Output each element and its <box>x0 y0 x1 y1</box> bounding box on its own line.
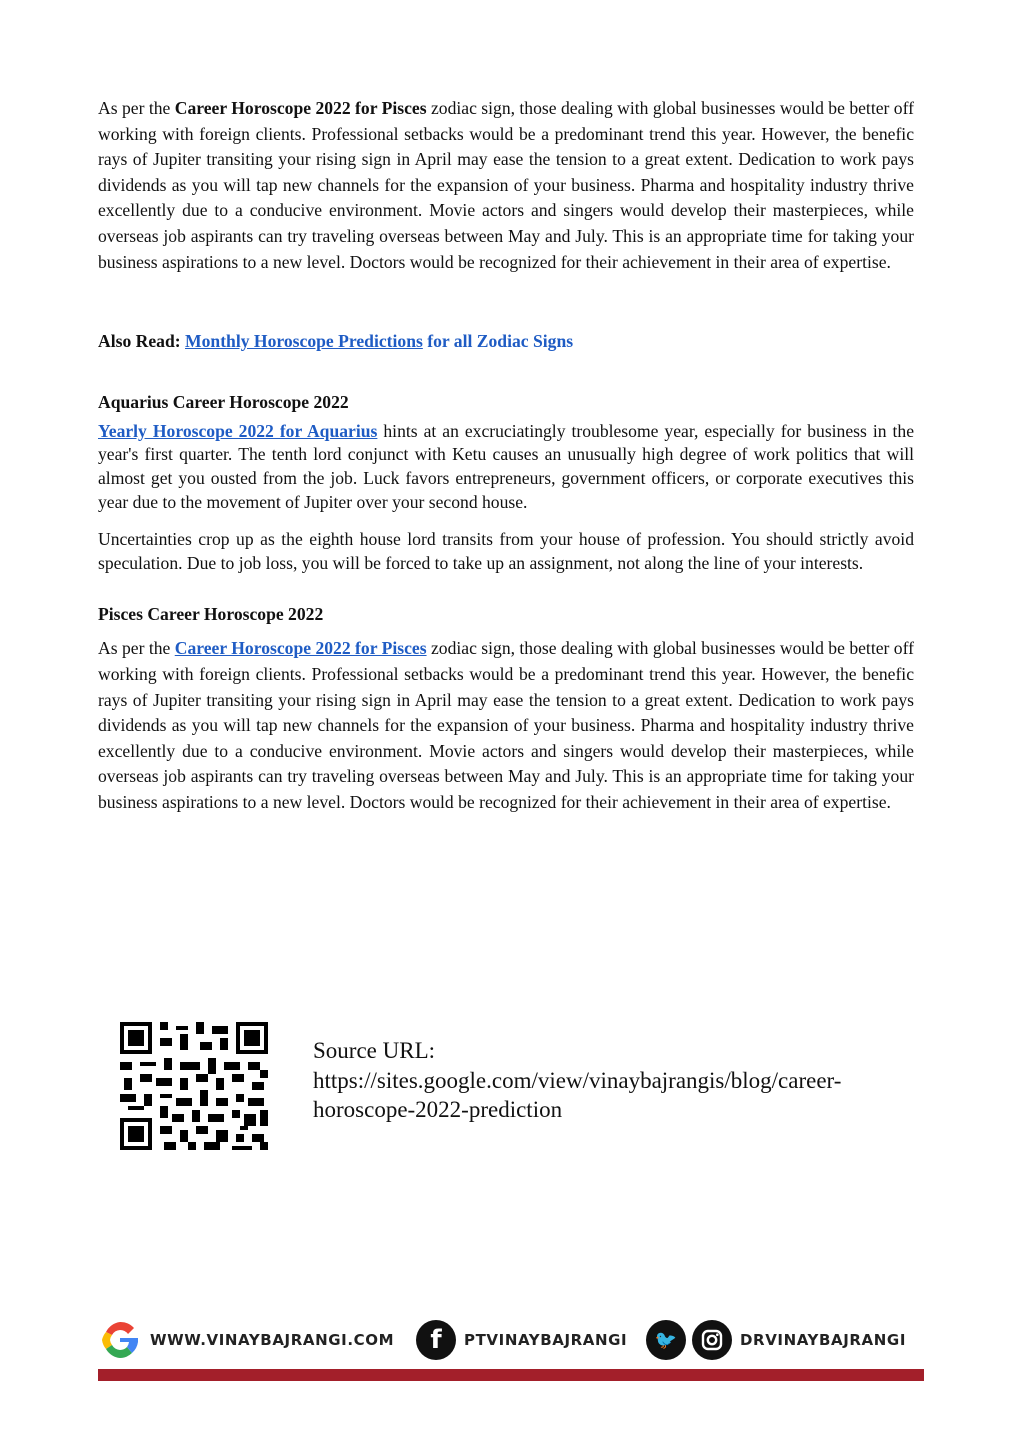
aquarius-yearly-link[interactable]: Yearly Horoscope 2022 for Aquarius <box>98 420 378 441</box>
aquarius-paragraph-2: Uncertainties crop up as the eighth house lord transits from your house of profession. You should strictly avoid speculation. Due to job loss, you will be forced to take up an assignment, not along the line of your interests. <box>98 529 914 573</box>
also-read-line <box>98 329 914 355</box>
google-icon <box>98 1318 142 1362</box>
pisces-career-link[interactable]: Career Horoscope 2022 for Pisces <box>174 638 427 659</box>
facebook-icon: f <box>416 1320 456 1360</box>
aquarius-text-1: hints at an excruciatingly troublesome year, especially for business in the year's first quarter. The tenth lord conjunct with Ketu causes an unusually high degree of work politics that will almost get you ousted from the job. Luck favors entrepreneurs, government officers, or corporate executives this year due to the movement of Jupiter over your second house. <box>98 420 915 512</box>
website-text: WWW.VINAYBAJRANGI.COM <box>150 1331 395 1349</box>
also-read-label: Also Read: <box>98 331 185 352</box>
monthly-horoscope-link[interactable]: Monthly Horoscope Predictions <box>185 331 423 352</box>
pisces-section <box>98 602 914 815</box>
footer-bar <box>98 1369 924 1381</box>
source-url-line-2[interactable]: horoscope-2022-prediction <box>313 1097 563 1122</box>
qr-code-icon[interactable] <box>120 1022 268 1150</box>
footer-social[interactable] <box>646 1318 906 1362</box>
facebook-handle: PTVINAYBAJRANGI <box>464 1331 628 1349</box>
intro-text: zodiac sign, those dealing with global businesses would be better off working with foreign clients. Professional setbacks would be a predominant trend this year. However, the benefic rays of Jupiter transiting your rising sign in April may ease the tension to a great extent. Dedication to work pays dividends as you will tap new channels for the expansion of your business. Pharma and hospitality industry thrive excellently due to a conducive environment. Movie actors and singers would develop their masterpieces, while overseas job aspirants can try traveling overseas between May and July. This is an appropriate time for taking your business aspirations to a new level. Doctors would be recognized for their achievement in their area of expertise. <box>98 98 914 272</box>
document-body <box>98 96 914 815</box>
pisces-prefix: As per the <box>98 638 175 659</box>
footer-banner <box>98 1318 924 1382</box>
pisces-paragraph <box>98 636 914 815</box>
aquarius-section <box>98 390 914 576</box>
source-url-line-1[interactable]: https://sites.google.com/view/vinaybajrangis/blog/career- <box>313 1067 842 1093</box>
also-read-tail: for all Zodiac Signs <box>422 331 574 352</box>
intro-paragraph <box>98 96 914 275</box>
source-label: Source URL: <box>313 1038 436 1063</box>
aquarius-heading: Aquarius Career Horoscope 2022 <box>98 391 349 412</box>
pisces-heading: Pisces Career Horoscope 2022 <box>98 604 324 625</box>
pisces-text: zodiac sign, those dealing with global businesses would be better off working with foreign clients. Professional setbacks would be a predominant trend this year. However, the benefic rays of Jupiter transiting your rising sign in April may ease the tension to a great extent. Dedication to work pays dividends as you will tap new channels for the expansion of your business. Pharma and hospitality industry thrive excellently due to a conducive environment. Movie actors and singers would develop their masterpieces, while overseas job aspirants can try traveling overseas between May and July. This is an appropriate time for taking your business aspirations to a new level. Doctors would be recognized for their achievement in their area of expertise. <box>98 638 914 812</box>
instagram-icon <box>692 1320 732 1360</box>
intro-bold-title: Career Horoscope 2022 for Pisces <box>174 98 427 118</box>
intro-prefix: As per the <box>98 98 175 118</box>
aquarius-paragraph-1 <box>98 420 914 514</box>
footer-website[interactable] <box>98 1318 394 1362</box>
source-url-block <box>313 1036 913 1125</box>
social-handle: DRVINAYBAJRANGI <box>740 1331 907 1349</box>
twitter-icon: 🐦 <box>646 1320 686 1360</box>
footer-facebook[interactable] <box>416 1318 627 1362</box>
